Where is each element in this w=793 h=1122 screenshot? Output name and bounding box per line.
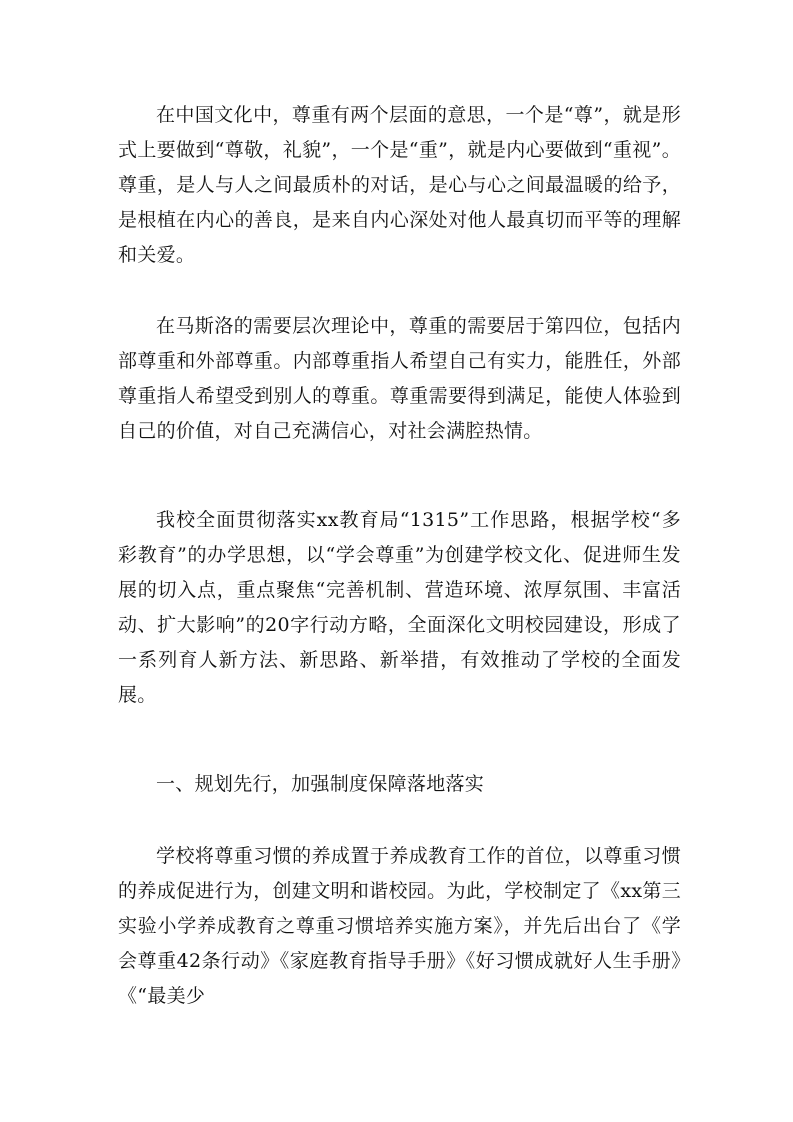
paragraph-school-approach: 我校全面贯彻落实xx教育局“1315”工作思路，根据学校“多彩教育”的办学思想，以“学会尊重”为创建学校文化、促进师生发展的切入点，重点聚焦“完善机制、营造环境、浓厚氛围、丰富活动、扩大影响”的20字行动方略，全面深化文明校园建设，形成了一系列育人新方法、新思路、新举措，有效推动了学校的全面发展。 — [118, 509, 681, 706]
section-heading-planning: 一、规划先行，加强制度保障落地落实 — [156, 773, 485, 795]
paragraph-maslow-theory: 在马斯洛的需要层次理论中，尊重的需要居于第四位，包括内部尊重和外部尊重。内部尊重指人希望自己有实力，能胜任，外部尊重指人希望受到别人的尊重。尊重需要得到满足，能使人体验到自己的价值，对自己充满信心，对社会满腔热情。 — [118, 315, 681, 442]
paragraph-school-measures: 学校将尊重习惯的养成置于养成教育工作的首位，以尊重习惯的养成促进行为，创建文明和谐校园。为此，学校制定了《xx第三实验小学养成教育之尊重习惯培养实施方案》，并先后出台了《学会尊重42条行动》《家庭教育指导手册》《好习惯成就好人生手册》《“最美少 — [118, 845, 681, 1007]
paragraph-respect-culture: 在中国文化中，尊重有两个层面的意思，一个是“尊”，就是形式上要做到“尊敬，礼貌”，一个是“重”，就是内心要做到“重视”。尊重，是人与人之间最质朴的对话，是心与心之间最温暖的给予，是根植在内心的善良，是来自内心深处对他人最真切而平等的理解和关爱。 — [118, 104, 681, 266]
